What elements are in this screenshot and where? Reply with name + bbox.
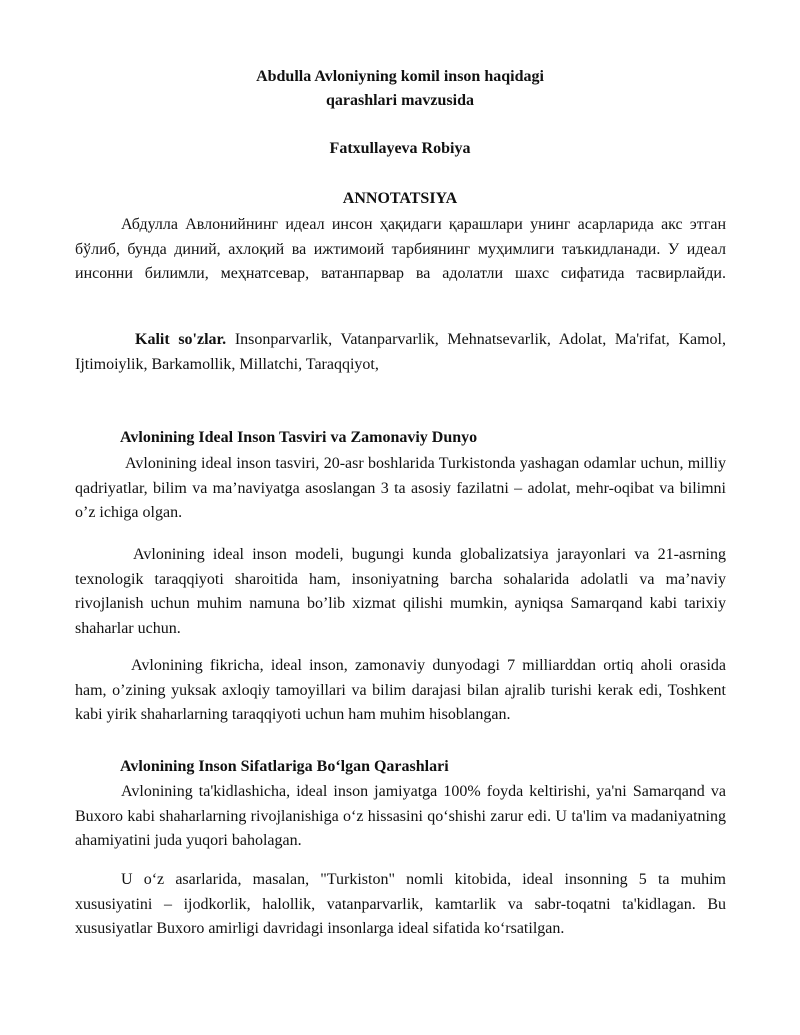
section-1-paragraph-1: Avlonining ideal inson tasviri, 20-asr boshlarida Turkistonda yashagan odamlar uchun, milliy qadriyatlar, bilim va ma’naviyatga asoslangan 3 ta asosiy fazilatni – adolat, mehr-oqibat va bilimni o’z ichiga olgan.: [75, 455, 726, 521]
keywords-label: Kalit so'zlar.: [135, 331, 227, 348]
section-2-paragraph-2: U oʻz asarlarida, masalan, "Turkiston" nomli kitobida, ideal insonning 5 ta muhim xususiyatini – ijodkorlik, halollik, vatanparvarlik, kamtarlik va sabr-toqatni ta'kidlagan. Bu xususiyatlar Buxoro amirligi davridagi insonlarga ideal sifatida koʻrsatilgan.: [75, 871, 726, 937]
author-name: Fatxullayeva Robiya: [329, 140, 471, 157]
keywords-list: Insonparvarlik, Vatanparvarlik, Mehnatsevarlik, Adolat, Ma'rifat, Kamol, Ijtimoiylik, Barkamollik, Millatchi, Taraqqiyot,: [75, 331, 726, 373]
section-1-paragraph-2: Avlonining ideal inson modeli, bugungi kunda globalizatsiya jarayonlari va 21-asrning texnologik taraqqiyoti sharoitida ham, insoniyatning barcha sohalarida adolatli va ma’naviy rivojlanish uchun muhim namuna bo’lib xizmat qilishi mumkin, ayniqsa Samarqand kabi tarixiy shaharlar uchun.: [75, 546, 726, 637]
title-line-2: qarashlari mavzusida: [325, 92, 474, 109]
title-line-1: Abdulla Avloniyning komil inson haqidagi: [256, 68, 544, 85]
annotation-heading: ANNOTATSIYA: [342, 190, 458, 207]
section-1-paragraph-3: Avlonining fikricha, ideal inson, zamonaviy dunyodagi 7 milliarddan ortiq aholi orasida ham, o’zining yuksak axloqiy tamoyillari va bilim darajasi bilan ajralib turishi kerak edi, Toshkent kabi yirik shaharlarning taraqqiyoti uchun ham muhim hisoblangan.: [75, 657, 726, 723]
annotation-paragraph: Абдулла Авлонийнинг идеал инсон ҳақидаги қарашлари унинг асарларида акс этган бўлиб, бунда диний, ахлоқий ва ижтимоий тарбиянинг муҳимлиги таъкидланади. У идеал инсонни билимли, меҳнатсевар, ватанпарвар ва адолатли шахс сифатида тасвирлайди.: [75, 216, 726, 282]
section-2-heading: Avlonining Inson Sifatlariga Boʻlgan Qarashlari: [120, 758, 449, 775]
section-2-paragraph-1: Avlonining ta'kidlashicha, ideal inson jamiyatga 100% foyda keltirishi, ya'ni Samarqand va Buxoro kabi shaharlarning rivojlanishiga oʻz hissasini qoʻshishi zarur edi. U ta'lim va madaniyatning ahamiyatini juda yuqori baholagan.: [75, 783, 726, 849]
section-1-heading: Avlonining Ideal Inson Tasviri va Zamonaviy Dunyo: [120, 429, 478, 446]
keywords-paragraph: [75, 328, 726, 377]
